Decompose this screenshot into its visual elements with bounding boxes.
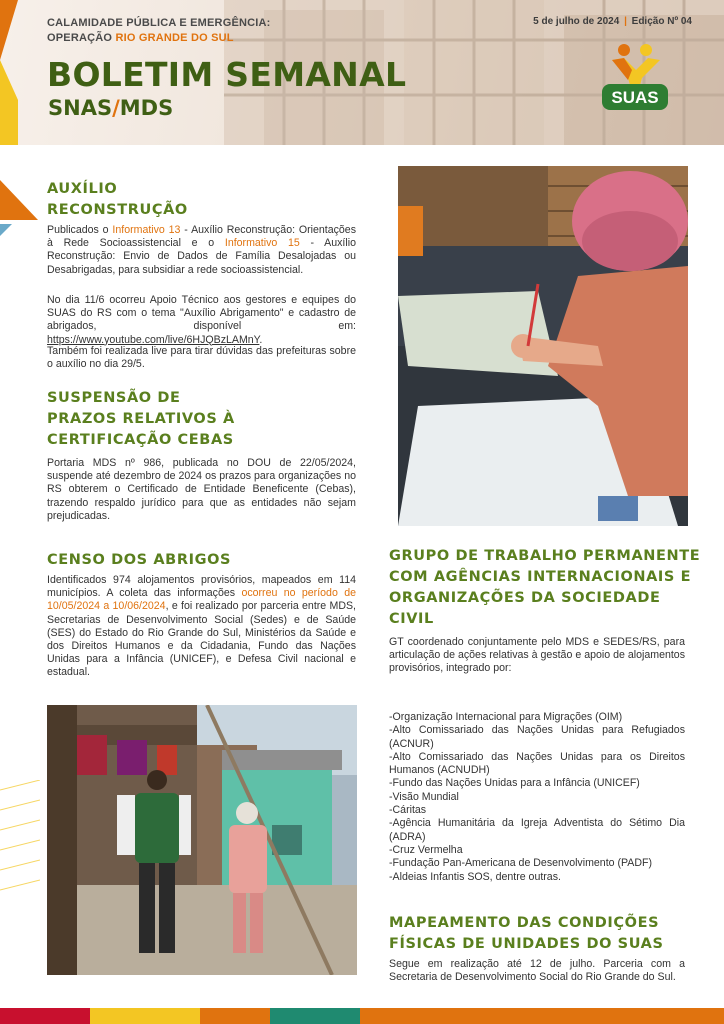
- page-title: BOLETIM SEMANAL: [47, 55, 407, 94]
- grupo-title-line-2: COM AGÊNCIAS INTERNACIONAIS E: [389, 569, 692, 585]
- grupo-member-list: [389, 711, 685, 884]
- subtitle-snas: SNAS: [48, 96, 113, 120]
- grupo-title-line-1: GRUPO DE TRABALHO PERMANENTE: [389, 548, 701, 564]
- kicker-line-2: [47, 31, 271, 46]
- auxilio-p1-text-a: Publicados o: [47, 224, 113, 236]
- footer-orange-segment: [200, 1008, 270, 1024]
- grupo-title-line-3: ORGANIZAÇÕES DA SOCIEDADE: [389, 590, 661, 606]
- list-item: -Organização Internacional para Migrações (OIM): [389, 711, 623, 723]
- auxilio-title-line-2: RECONSTRUÇÃO: [47, 202, 188, 218]
- list-item: -Agência Humanitária da Igreja Adventista do Sétimo Dia (ADRA): [389, 817, 685, 843]
- signing-document-photo: [398, 166, 688, 526]
- kicker-accent: RIO GRANDE DO SUL: [115, 32, 234, 44]
- orange-triangle-decor: [0, 180, 40, 240]
- mapeamento-title-line-1: MAPEAMENTO DAS CONDIÇÕES: [389, 915, 660, 931]
- edition-date: 5 de julho de 2024: [533, 16, 620, 27]
- street-scene-photo: [47, 705, 357, 975]
- footer-orange-long-segment: [360, 1008, 724, 1024]
- grupo-title: [389, 546, 700, 630]
- cebas-title: [47, 388, 235, 451]
- mapeamento-title: [389, 913, 664, 955]
- kicker-line-1: CALAMIDADE PÚBLICA E EMERGÊNCIA:: [47, 17, 271, 29]
- auxilio-p1-text-c: - Auxílio Reconstrução: Envio de Dados de Família Desalojadas ou Desabrigadas, para subsidiar a rede socioassistencial.: [47, 237, 356, 276]
- list-item: -Aldeias Infantis SOS, dentre outras.: [389, 870, 561, 883]
- subtitle-slash: /: [112, 96, 120, 120]
- footer-teal-segment: [270, 1008, 360, 1024]
- censo-paragraph: [47, 574, 356, 680]
- list-item: -Cáritas: [389, 804, 427, 817]
- censo-title: CENSO DOS ABRIGOS: [47, 552, 232, 568]
- auxilio-title-line-1: AUXÍLIO: [47, 181, 118, 197]
- grupo-paragraph: GT coordenado conjuntamente pelo MDS e SEDES/RS, para articulação de ações relativas à gestão e apoio de alojamentos provisórios, integrado por:: [389, 636, 685, 675]
- suas-logo: [598, 40, 672, 116]
- censo-text-a: Identificados 974 alojamentos provisórios, mapeados em 114 municípios. A coleta das informações: [47, 574, 356, 600]
- header-accent-stripe: [0, 0, 18, 145]
- header-banner: [0, 0, 724, 145]
- informativo-13-link[interactable]: Informativo 13: [112, 224, 181, 236]
- line-pattern-decor: [0, 780, 40, 900]
- youtube-live-link[interactable]: https://www.youtube.com/live/6HJQBzLAMnY: [47, 333, 260, 346]
- grupo-title-line-4: CIVIL: [389, 611, 434, 627]
- edition-number: Edição Nº 04: [631, 16, 692, 27]
- cebas-paragraph: Portaria MDS nº 986, publicada no DOU de 22/05/2024, suspende até dezembro de 2024 os prazos para organizações no RS obterem o Certificado de Entidade Beneficente (Cebas), trazendo respaldo jurídico para que as entidades não sejam prejudicadas.: [47, 457, 356, 522]
- list-item: -Visão Mundial: [389, 790, 459, 803]
- list-item: -Fundação Pan-Americana de Desenvolvimento (PADF): [389, 857, 652, 870]
- signing-document-image: [398, 166, 688, 526]
- list-item: -Alto Comissariado das Nações Unidas para os Direitos Humanos (ACNUDH): [389, 750, 685, 777]
- header-kicker: [47, 16, 271, 46]
- subtitle-mds: MDS: [119, 96, 174, 120]
- list-item: -Alto Comissariado das Nações Unidas para Refugiados (ACNUR): [389, 724, 685, 750]
- footer-red-segment: [0, 1008, 90, 1024]
- kicker-prefix: OPERAÇÃO: [47, 32, 113, 44]
- auxilio-title: [47, 179, 188, 221]
- auxilio-p2-end: .: [259, 333, 263, 346]
- cebas-title-line-3: CERTIFICAÇÃO CEBAS: [47, 432, 234, 448]
- page-subtitle: [48, 96, 173, 120]
- auxilio-paragraph-2: [47, 294, 356, 347]
- cebas-title-line-2: PRAZOS RELATIVOS À: [47, 411, 235, 427]
- censo-text-b: , e foi realizado por parceria entre MDS, Secretarias de Desenvolvimento Social (Sedes) e de Saúde (SES) do Estado do Rio Grande do Sul, Ministérios da Saúde e dos Direitos Humanos e da Cidadania, Fundo das Nações Unidas para a Infância (UNICEF), e Defesa Civil nacional e estadual.: [47, 600, 356, 679]
- auxilio-paragraph-3: Também foi realizada live para tirar dúvidas das prefeituras sobre o auxílio no dia 29/5.: [47, 345, 356, 371]
- list-item: -Fundo das Nações Unidas para a Infância (UNICEF): [389, 777, 640, 790]
- informativo-15-link[interactable]: Informativo 15: [224, 237, 300, 250]
- cebas-title-line-1: SUSPENSÃO DE: [47, 390, 181, 406]
- svg-text:SUAS: SUAS: [611, 88, 659, 107]
- edition-separator: |: [624, 16, 627, 27]
- edition-info: [533, 16, 692, 27]
- auxilio-p2-text: No dia 11/6 ocorreu Apoio Técnico aos gestores e equipes do SUAS do RS com o tema "Auxílio Abrigamento" e cadastro de abrigados, disponível em:: [47, 294, 356, 333]
- censo-period: ocorreu no período de 10/05/2024 a 10/06/2024: [47, 587, 356, 613]
- footer-yellow-segment: [90, 1008, 200, 1024]
- street-scene-image: [47, 705, 357, 975]
- list-item: -Cruz Vermelha: [389, 843, 463, 856]
- auxilio-paragraph-1: [47, 224, 356, 277]
- mapeamento-title-line-2: FÍSICAS DE UNIDADES DO SUAS: [389, 936, 664, 952]
- mapeamento-paragraph: Segue em realização até 12 de julho. Parceria com a Secretaria de Desenvolvimento Social do Rio Grande do Sul.: [389, 958, 685, 984]
- footer-color-bar: [0, 1008, 724, 1024]
- auxilio-p1-text-b: - Auxílio Reconstrução: Orientações à Rede Socioassistencial e o: [47, 224, 356, 250]
